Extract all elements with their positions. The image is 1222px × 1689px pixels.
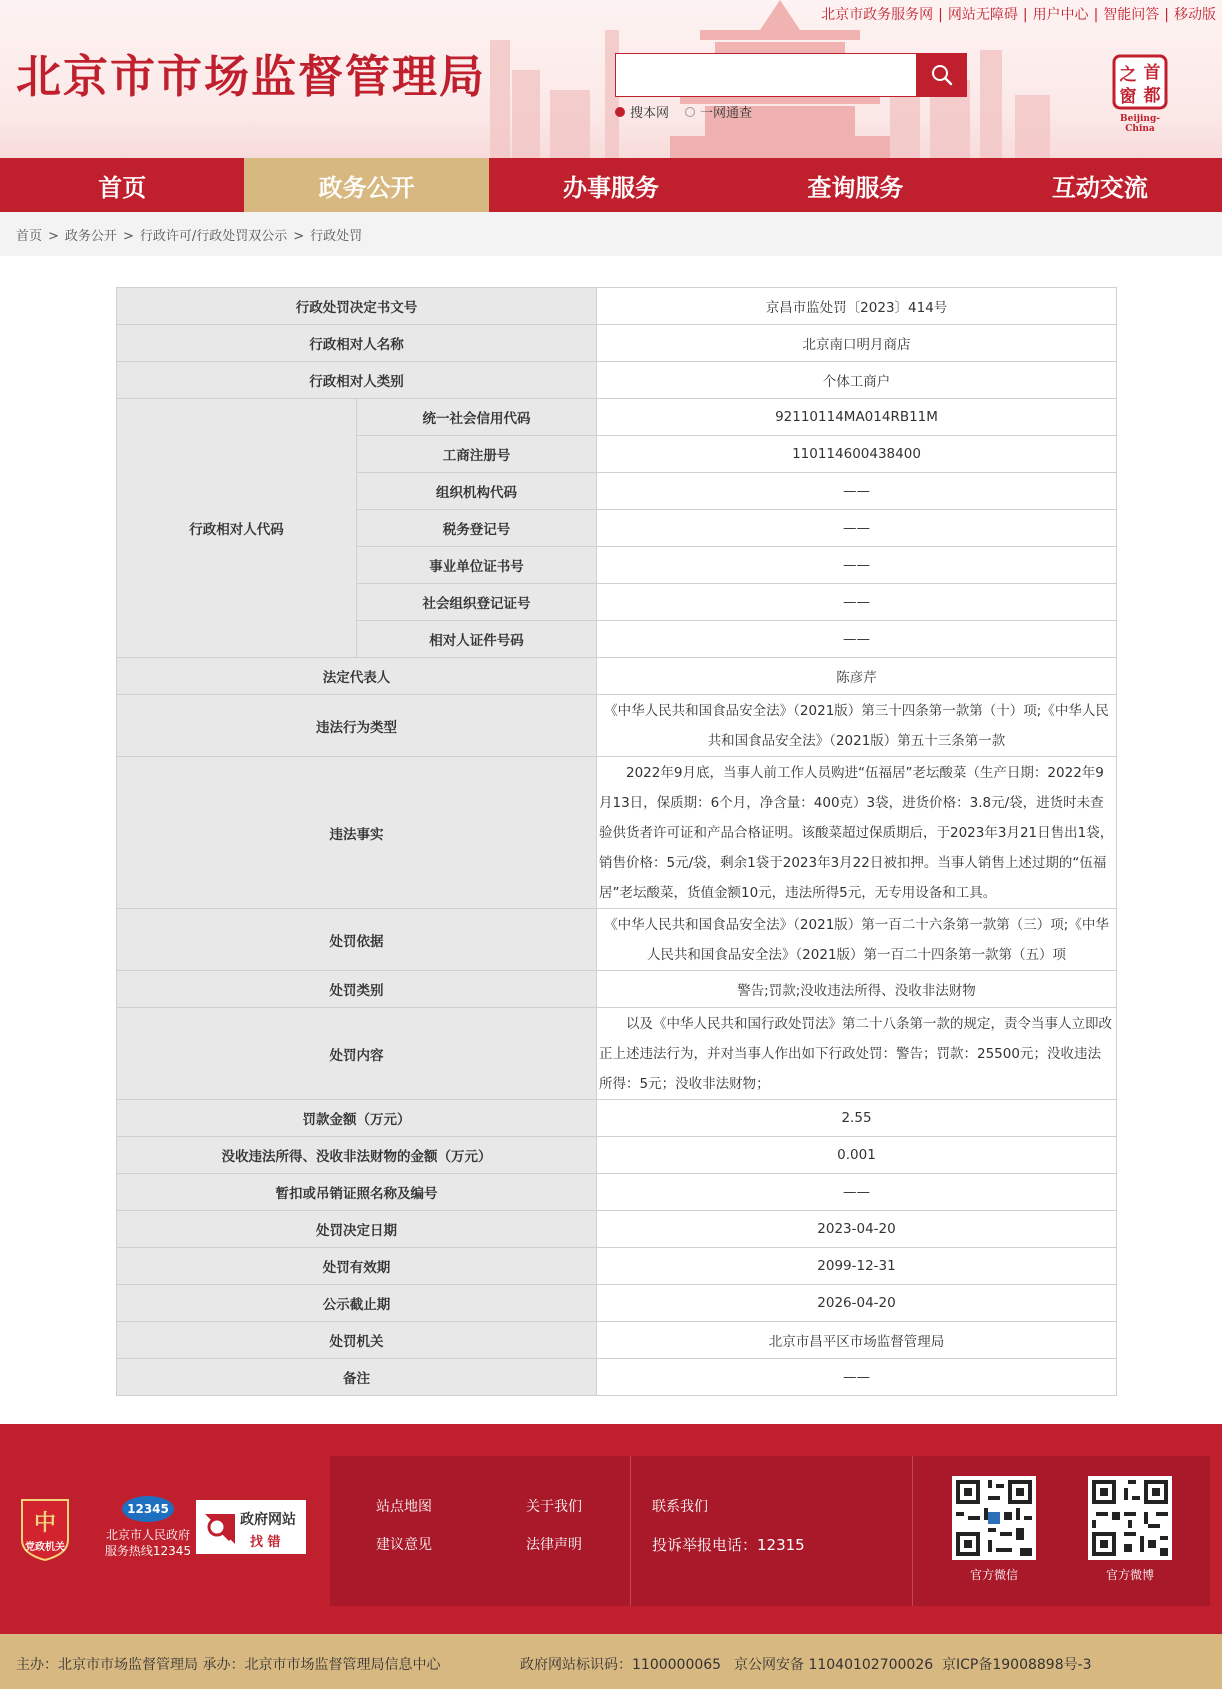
penalty-type-label: 处罚类别 [117, 971, 597, 1008]
valid-until-value: 2099-12-31 [597, 1248, 1117, 1285]
breadcrumb: 首页 > 政务公开 > 行政许可/行政处罚双公示 > 行政处罚 [16, 229, 363, 244]
legal-rep-value: 陈彦芹 [597, 658, 1117, 695]
svg-text:首: 首 [1143, 63, 1161, 83]
table-row [117, 1322, 1117, 1359]
social-org-label: 社会组织登记证号 [357, 584, 597, 621]
tax-no-value: —— [597, 510, 1117, 547]
radio-unselected-icon [685, 107, 695, 117]
svg-text:之: 之 [1119, 65, 1137, 85]
valid-until-label: 处罚有效期 [117, 1248, 597, 1285]
weibo-caption: 官方微博 [1105, 1568, 1154, 1582]
site-header [0, 0, 1222, 158]
breadcrumb-home[interactable]: 首页 [16, 229, 43, 244]
org-code-value: —— [597, 473, 1117, 510]
top-links: 北京市政务服务网 | 网站无障碍 | 用户中心 | 智能问答 | 移动版 [821, 7, 1216, 23]
search-icon [931, 64, 953, 86]
id-no-value: —— [597, 621, 1117, 658]
party-type-value: 个体工商户 [597, 362, 1117, 399]
penalty-type-value: 警告;罚款;没收违法所得、没收非法财物 [597, 971, 1117, 1008]
weibo-qr-icon [1088, 1476, 1172, 1560]
facts-value: 2022年9月底，当事人前工作人员购进“伍福居”老坛酸菜（生产日期：2022年9月13日，保质期：6个月，净含量：400克）3袋，进货价格：3.8元/袋，进货时未查验供货者许可证和产品合格证明。该酸菜超过保质期后，于2023年3月21日售出1袋，销售价格：5元/袋，剩余1袋于2023年3月22日被扣押。当事人销售上述过期的“伍福居”老坛酸菜，货值金额10元，违法所得5元，无专用设备和工具。 [597, 757, 1117, 909]
table-row [117, 658, 1117, 695]
scope-all-site[interactable]: 一网通查 [685, 102, 752, 121]
police-record-link[interactable]: 京公网安备 11040102700026 [734, 1657, 934, 1673]
feedback-link[interactable]: 建议意见 [376, 1537, 432, 1553]
confiscated-label: 没收违法所得、没收非法财物的金额（万元） [117, 1137, 597, 1174]
authority-value: 北京市昌平区市场监督管理局 [597, 1322, 1117, 1359]
footer-info-bar [0, 1634, 1222, 1689]
wechat-qr-icon [952, 1476, 1036, 1560]
breadcrumb-dual-publicity[interactable]: 行政许可/行政处罚双公示 [139, 229, 288, 244]
nav-query[interactable]: 查询服务 [807, 173, 904, 202]
table-row [117, 1359, 1117, 1396]
search-input[interactable] [616, 54, 916, 96]
table-row [117, 1137, 1117, 1174]
violation-type-value: 《中华人民共和国食品安全法》（2021版）第三十四条第一款第（十）项;《中华人民共和国食品安全法》（2021版）第五十三条第一款 [597, 695, 1117, 757]
credit-code-label: 统一社会信用代码 [357, 399, 597, 436]
remark-value: —— [597, 1359, 1117, 1396]
table-row [117, 1008, 1117, 1100]
nav-interaction[interactable]: 互动交流 [1051, 173, 1148, 202]
nav-services[interactable]: 办事服务 [563, 173, 660, 202]
fine-value: 2.55 [597, 1100, 1117, 1137]
weibo-qr-code[interactable] [1088, 1476, 1172, 1560]
svg-text:都: 都 [1143, 86, 1161, 106]
reg-no-value: 110114600438400 [597, 436, 1117, 473]
breadcrumb-penalty[interactable]: 行政处罚 [310, 229, 363, 244]
publicity-end-label: 公示截止期 [117, 1285, 597, 1322]
credit-code-value: 92110114MA014RB11M [597, 399, 1117, 436]
host-info: 主办：北京市市场监督管理局 承办：北京市市场监督管理局信息中心 [16, 1657, 441, 1673]
gov-site-error-button[interactable] [196, 1500, 306, 1554]
icp-record-link[interactable]: 京ICP备19008898号-3 [942, 1657, 1092, 1673]
wechat-qr-code[interactable] [952, 1476, 1036, 1560]
contact-link[interactable]: 联系我们 [652, 1499, 708, 1515]
smart-qa-link[interactable]: 智能问答 [1103, 7, 1160, 23]
table-row [117, 1211, 1117, 1248]
legal-link[interactable]: 法律声明 [526, 1537, 582, 1553]
id-no-label: 相对人证件号码 [357, 621, 597, 658]
svg-text:中: 中 [33, 1511, 57, 1536]
search-scope [615, 102, 752, 121]
license-label: 暂扣或吊销证照名称及编号 [117, 1174, 597, 1211]
search-box [615, 53, 917, 97]
table-row [117, 1248, 1117, 1285]
basis-label: 处罚依据 [117, 909, 597, 971]
table-row [117, 971, 1117, 1008]
svg-text:窗: 窗 [1119, 87, 1137, 107]
table-row [117, 399, 1117, 436]
contact-phone: 投诉举报电话：12315 [652, 1536, 805, 1554]
party-type-label: 行政相对人类别 [117, 362, 597, 399]
footer-link-panel [330, 1456, 1210, 1606]
decision-date-value: 2023-04-20 [597, 1211, 1117, 1248]
footer-divider [912, 1456, 913, 1606]
confiscated-value: 0.001 [597, 1137, 1117, 1174]
inst-no-value: —— [597, 547, 1117, 584]
party-name-value: 北京南口明月商店 [597, 325, 1117, 362]
violation-type-label: 违法行为类型 [117, 695, 597, 757]
about-link[interactable]: 关于我们 [526, 1499, 582, 1515]
legal-rep-label: 法定代表人 [117, 658, 597, 695]
content-value: 以及《中华人民共和国行政处罚法》第二十八条第一款的规定，责令当事人立即改正上述违法行为，并对当事人作出如下行政处罚：警告；罚款：25500元；没收违法所得：5元；没收非法财物； [597, 1008, 1117, 1100]
user-center-link[interactable]: 用户中心 [1032, 7, 1089, 23]
table-row [117, 325, 1117, 362]
table-row [117, 909, 1117, 971]
gov-service-link[interactable]: 北京市政务服务网 [821, 7, 934, 23]
table-row [117, 362, 1117, 399]
hotline-line2: 服务热线12345 [104, 1544, 192, 1558]
footer-divider [630, 1456, 631, 1606]
table-row [117, 288, 1117, 325]
capital-window-caption: Beijing-China [1120, 114, 1160, 134]
wechat-caption: 官方微信 [969, 1568, 1018, 1582]
hotline-icon: 12345 [122, 1496, 174, 1522]
search-button[interactable] [917, 53, 967, 97]
party-name-label: 行政相对人名称 [117, 325, 597, 362]
remark-label: 备注 [117, 1359, 597, 1396]
error-box-line1: 政府网站 [240, 1512, 296, 1528]
table-row [117, 757, 1117, 909]
table-row [117, 695, 1117, 757]
footer-badges [0, 1424, 330, 1634]
breadcrumb-bar [0, 212, 1222, 256]
radio-selected-icon [615, 107, 625, 117]
inst-no-label: 事业单位证书号 [357, 547, 597, 584]
publicity-end-value: 2026-04-20 [597, 1285, 1117, 1322]
doc-no-label: 行政处罚决定书文号 [117, 288, 597, 325]
accessibility-link[interactable]: 网站无障碍 [947, 7, 1018, 23]
reg-no-label: 工商注册号 [357, 436, 597, 473]
mobile-link[interactable]: 移动版 [1174, 7, 1216, 23]
decision-date-label: 处罚决定日期 [117, 1211, 597, 1248]
authority-label: 处罚机关 [117, 1322, 597, 1359]
basis-value: 《中华人民共和国食品安全法》（2021版）第一百二十六条第一款第（三）项;《中华人民共和国食品安全法》（2021版）第一百二十四条第一款第（五）项 [597, 909, 1117, 971]
doc-no-value: 京昌市监处罚〔2023〕414号 [597, 288, 1117, 325]
facts-label: 违法事实 [117, 757, 597, 909]
license-value: —— [597, 1174, 1117, 1211]
magnifier-icon [203, 1512, 237, 1546]
nav-gov-affairs[interactable]: 政务公开 [244, 158, 488, 212]
main-nav [0, 158, 1222, 212]
hotline-badge[interactable] [98, 1496, 198, 1559]
table-row [117, 1174, 1117, 1211]
table-row [117, 1100, 1117, 1137]
site-title[interactable]: 北京市市场监督管理局 [16, 50, 487, 103]
code-group-label: 行政相对人代码 [117, 399, 357, 658]
tax-no-label: 税务登记号 [357, 510, 597, 547]
error-box-line2: 找 错 [250, 1535, 281, 1550]
scope-this-site[interactable]: 搜本网 [615, 102, 669, 121]
table-row [117, 1285, 1117, 1322]
fine-label: 罚款金额（万元） [117, 1100, 597, 1137]
sitemap-link[interactable]: 站点地图 [376, 1499, 432, 1515]
party-gov-badge[interactable] [18, 1496, 72, 1562]
breadcrumb-gov-affairs[interactable]: 政务公开 [64, 229, 117, 244]
social-org-value: —— [597, 584, 1117, 621]
hotline-line1: 北京市人民政府 [105, 1528, 190, 1542]
org-code-label: 组织机构代码 [357, 473, 597, 510]
site-id: 政府网站标识码：1100000065 [520, 1657, 722, 1673]
party-gov-badge-text: 党政机关 [25, 1542, 65, 1553]
nav-home[interactable]: 首页 [98, 173, 147, 202]
content-label: 处罚内容 [117, 1008, 597, 1100]
site-footer [0, 1424, 1222, 1634]
penalty-record-table [116, 287, 1117, 1396]
